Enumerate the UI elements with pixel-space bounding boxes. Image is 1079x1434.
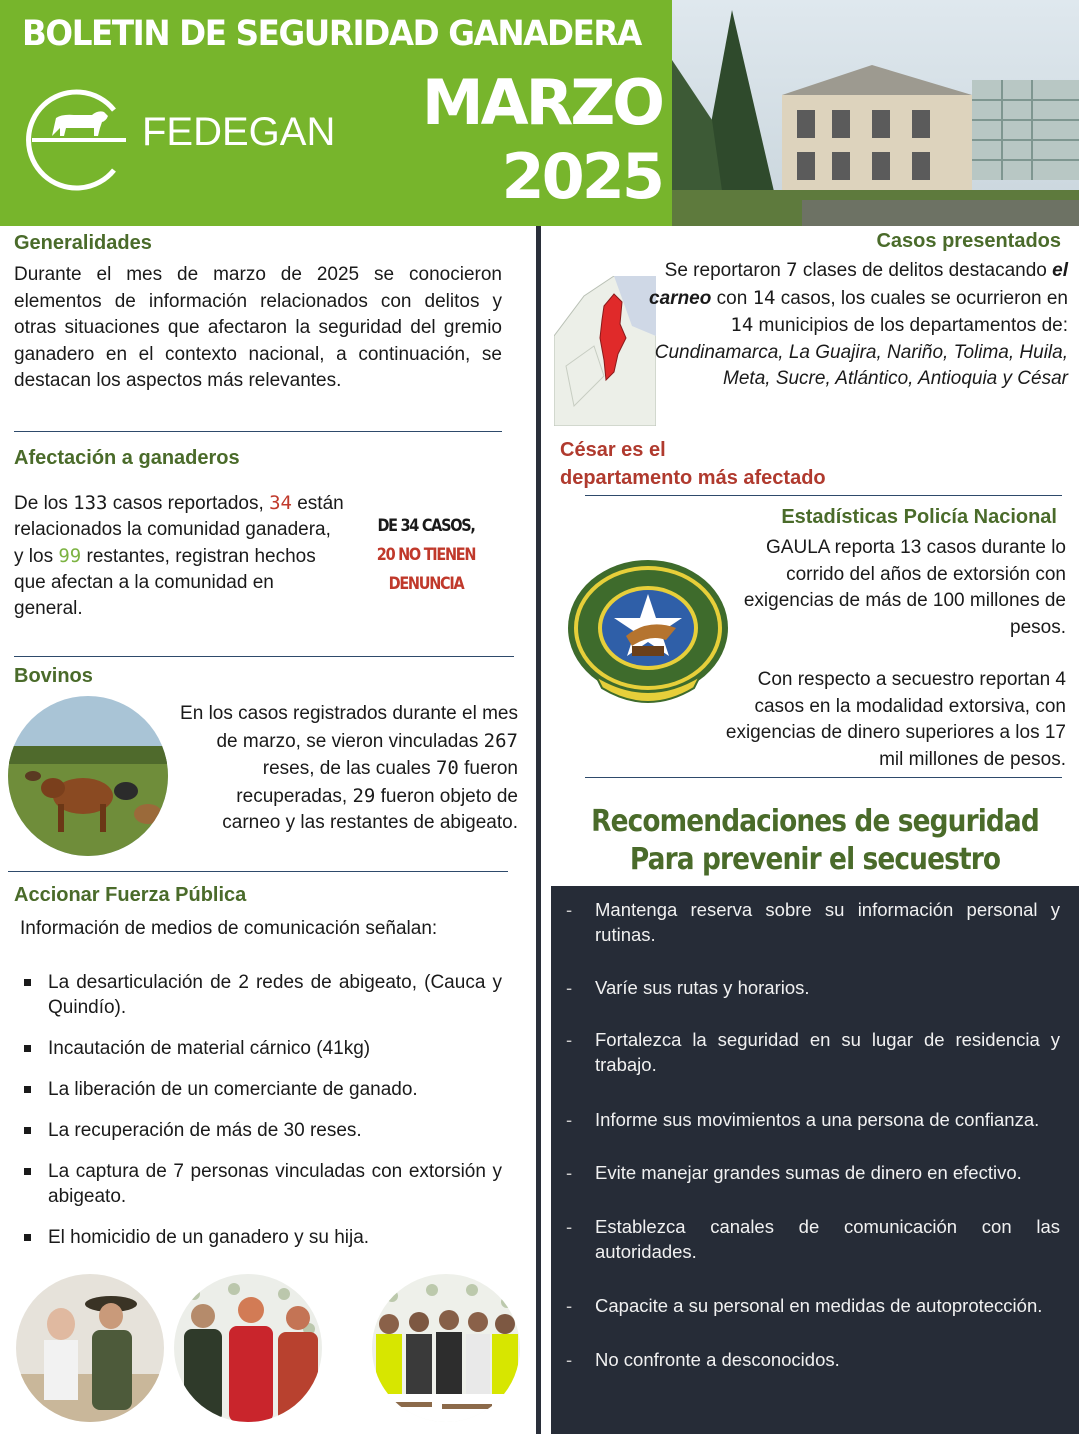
crime-types-count: 7 bbox=[786, 259, 798, 281]
departments-list: Cundinamarca, La Guajira, Nariño, Tolima, Huila, Meta, Sucre, Atlántico, Antioquia y César bbox=[654, 341, 1068, 389]
recommendations-list bbox=[564, 897, 1060, 1372]
carneo-cases-count: 14 bbox=[752, 286, 776, 309]
afectacion-title: Afectación a ganaderos bbox=[14, 447, 240, 469]
cattle-slaughtered-count: 29 bbox=[352, 784, 376, 807]
list-item: El homicidio de un ganadero y su hija. bbox=[22, 1225, 502, 1250]
column-divider bbox=[536, 226, 541, 1434]
divider-line bbox=[585, 495, 1062, 496]
list-item: Incautación de material cárnico (41kg) bbox=[22, 1036, 502, 1061]
recommendations-title: Recomendaciones de seguridad Para prevenir el secuestro bbox=[591, 804, 1039, 877]
police-operation-photo bbox=[16, 1274, 164, 1422]
police-actions-list bbox=[22, 970, 502, 1250]
gaula-text: GAULA reporta 13 casos durante lo corrido del años de extorsión con exigencias de más de 100 millones de pesos. bbox=[743, 537, 1066, 638]
divider-line bbox=[14, 431, 502, 432]
bulletin-year: 2025 bbox=[501, 140, 662, 213]
bovinos-text: En los casos registrados durante el mes de marzo, se vieron vinculadas 267 reses, de las cuales 70 fueron recuperadas, 29 fueron objeto de carneo y las restantes de abigeato. bbox=[180, 703, 518, 833]
municipalities-count: 14 bbox=[730, 314, 754, 336]
most-affected-heading: César es el departamento más afectado bbox=[560, 439, 826, 489]
building-photo bbox=[672, 0, 1079, 226]
list-item: - Capacite a su personal en medidas de autoprotección. bbox=[564, 1293, 1060, 1318]
list-item: - Informe sus movimientos a una persona de confianza. bbox=[564, 1107, 1060, 1132]
list-item: - Fortalezca la seguridad en su lugar de residencia y trabajo. bbox=[564, 1027, 1060, 1077]
police-badge-icon bbox=[566, 558, 730, 710]
arrest-photo bbox=[174, 1274, 322, 1422]
seizure-photo bbox=[372, 1274, 520, 1422]
divider-line bbox=[8, 871, 508, 872]
generalidades-text: Durante el mes de marzo de 2025 se conocieron elementos de información relacionados con delitos y otras situaciones que afectaron la seguridad del gremio ganadero en el contexto nacional, a continuación, se destacan los aspectos más relevantes. bbox=[14, 264, 502, 391]
cattle-photo bbox=[8, 696, 168, 856]
list-item: - Evite manejar grandes sumas de dinero en efectivo. bbox=[564, 1160, 1060, 1185]
divider-line bbox=[14, 656, 514, 657]
list-item: La liberación de un comerciante de ganado. bbox=[22, 1077, 502, 1102]
remaining-cases-count: 99 bbox=[58, 545, 82, 567]
list-item: - Mantenga reserva sobre su información personal y rutinas. bbox=[564, 897, 1060, 947]
list-item: La recuperación de más de 30 reses. bbox=[22, 1118, 502, 1143]
casos-title: Casos presentados bbox=[876, 230, 1061, 252]
cow-logo-icon bbox=[22, 88, 142, 192]
estadisticas-title: Estadísticas Policía Nacional bbox=[781, 506, 1057, 528]
logo-text: FEDEGAN bbox=[142, 110, 336, 154]
generalidades-title: Generalidades bbox=[14, 232, 152, 254]
livestock-cases-count: 34 bbox=[269, 492, 292, 514]
accionar-title: Accionar Fuerza Pública bbox=[14, 884, 247, 906]
list-item: La desarticulación de 2 redes de abigeato, (Cauca y Quindío). bbox=[22, 970, 502, 1020]
list-item: - Establezca canales de comunicación con las autoridades. bbox=[564, 1214, 1060, 1264]
divider-line bbox=[585, 777, 1062, 778]
afectacion-text: De los 133 casos reportados, 34 están relacionados la comunidad ganadera, y los 99 restantes, registran hechos que afectan a la comunidad en general. bbox=[14, 492, 344, 619]
list-item: La captura de 7 personas vinculadas con extorsión y abigeato. bbox=[22, 1159, 502, 1209]
total-cases-count: 133 bbox=[73, 492, 108, 514]
bovinos-title: Bovinos bbox=[14, 665, 93, 687]
bulletin-title: BOLETIN DE SEGURIDAD GANADERA bbox=[22, 14, 641, 54]
list-item: - No confronte a desconocidos. bbox=[564, 1347, 1060, 1372]
cattle-recovered-count: 70 bbox=[435, 757, 459, 779]
secuestro-text: Con respecto a secuestro reportan 4 casos en la modalidad extorsiva, con exigencias de dinero superiores a los 17 mil millones de pesos. bbox=[725, 669, 1066, 770]
accionar-intro: Información de medios de comunicación señalan: bbox=[20, 918, 438, 939]
casos-text: Se reportaron 7 clases de delitos destacando el carneo con 14 casos, los cuales se ocurrieron en 14 municipios de los departamentos de: Cundinamarca, La Guajira, Nariño, Tolima, Huila, Meta, Sucre, Atlántico, Antioquia y César bbox=[649, 259, 1068, 389]
fedegan-logo bbox=[22, 88, 336, 192]
list-item: - Varíe sus rutas y horarios. bbox=[564, 975, 1060, 1000]
cattle-involved-count: 267 bbox=[483, 729, 518, 752]
unreported-cases-callout: DE 34 CASOS, 20 NO TIENEN DENUNCIA bbox=[376, 516, 476, 594]
bulletin-month: MARZO bbox=[421, 66, 662, 139]
